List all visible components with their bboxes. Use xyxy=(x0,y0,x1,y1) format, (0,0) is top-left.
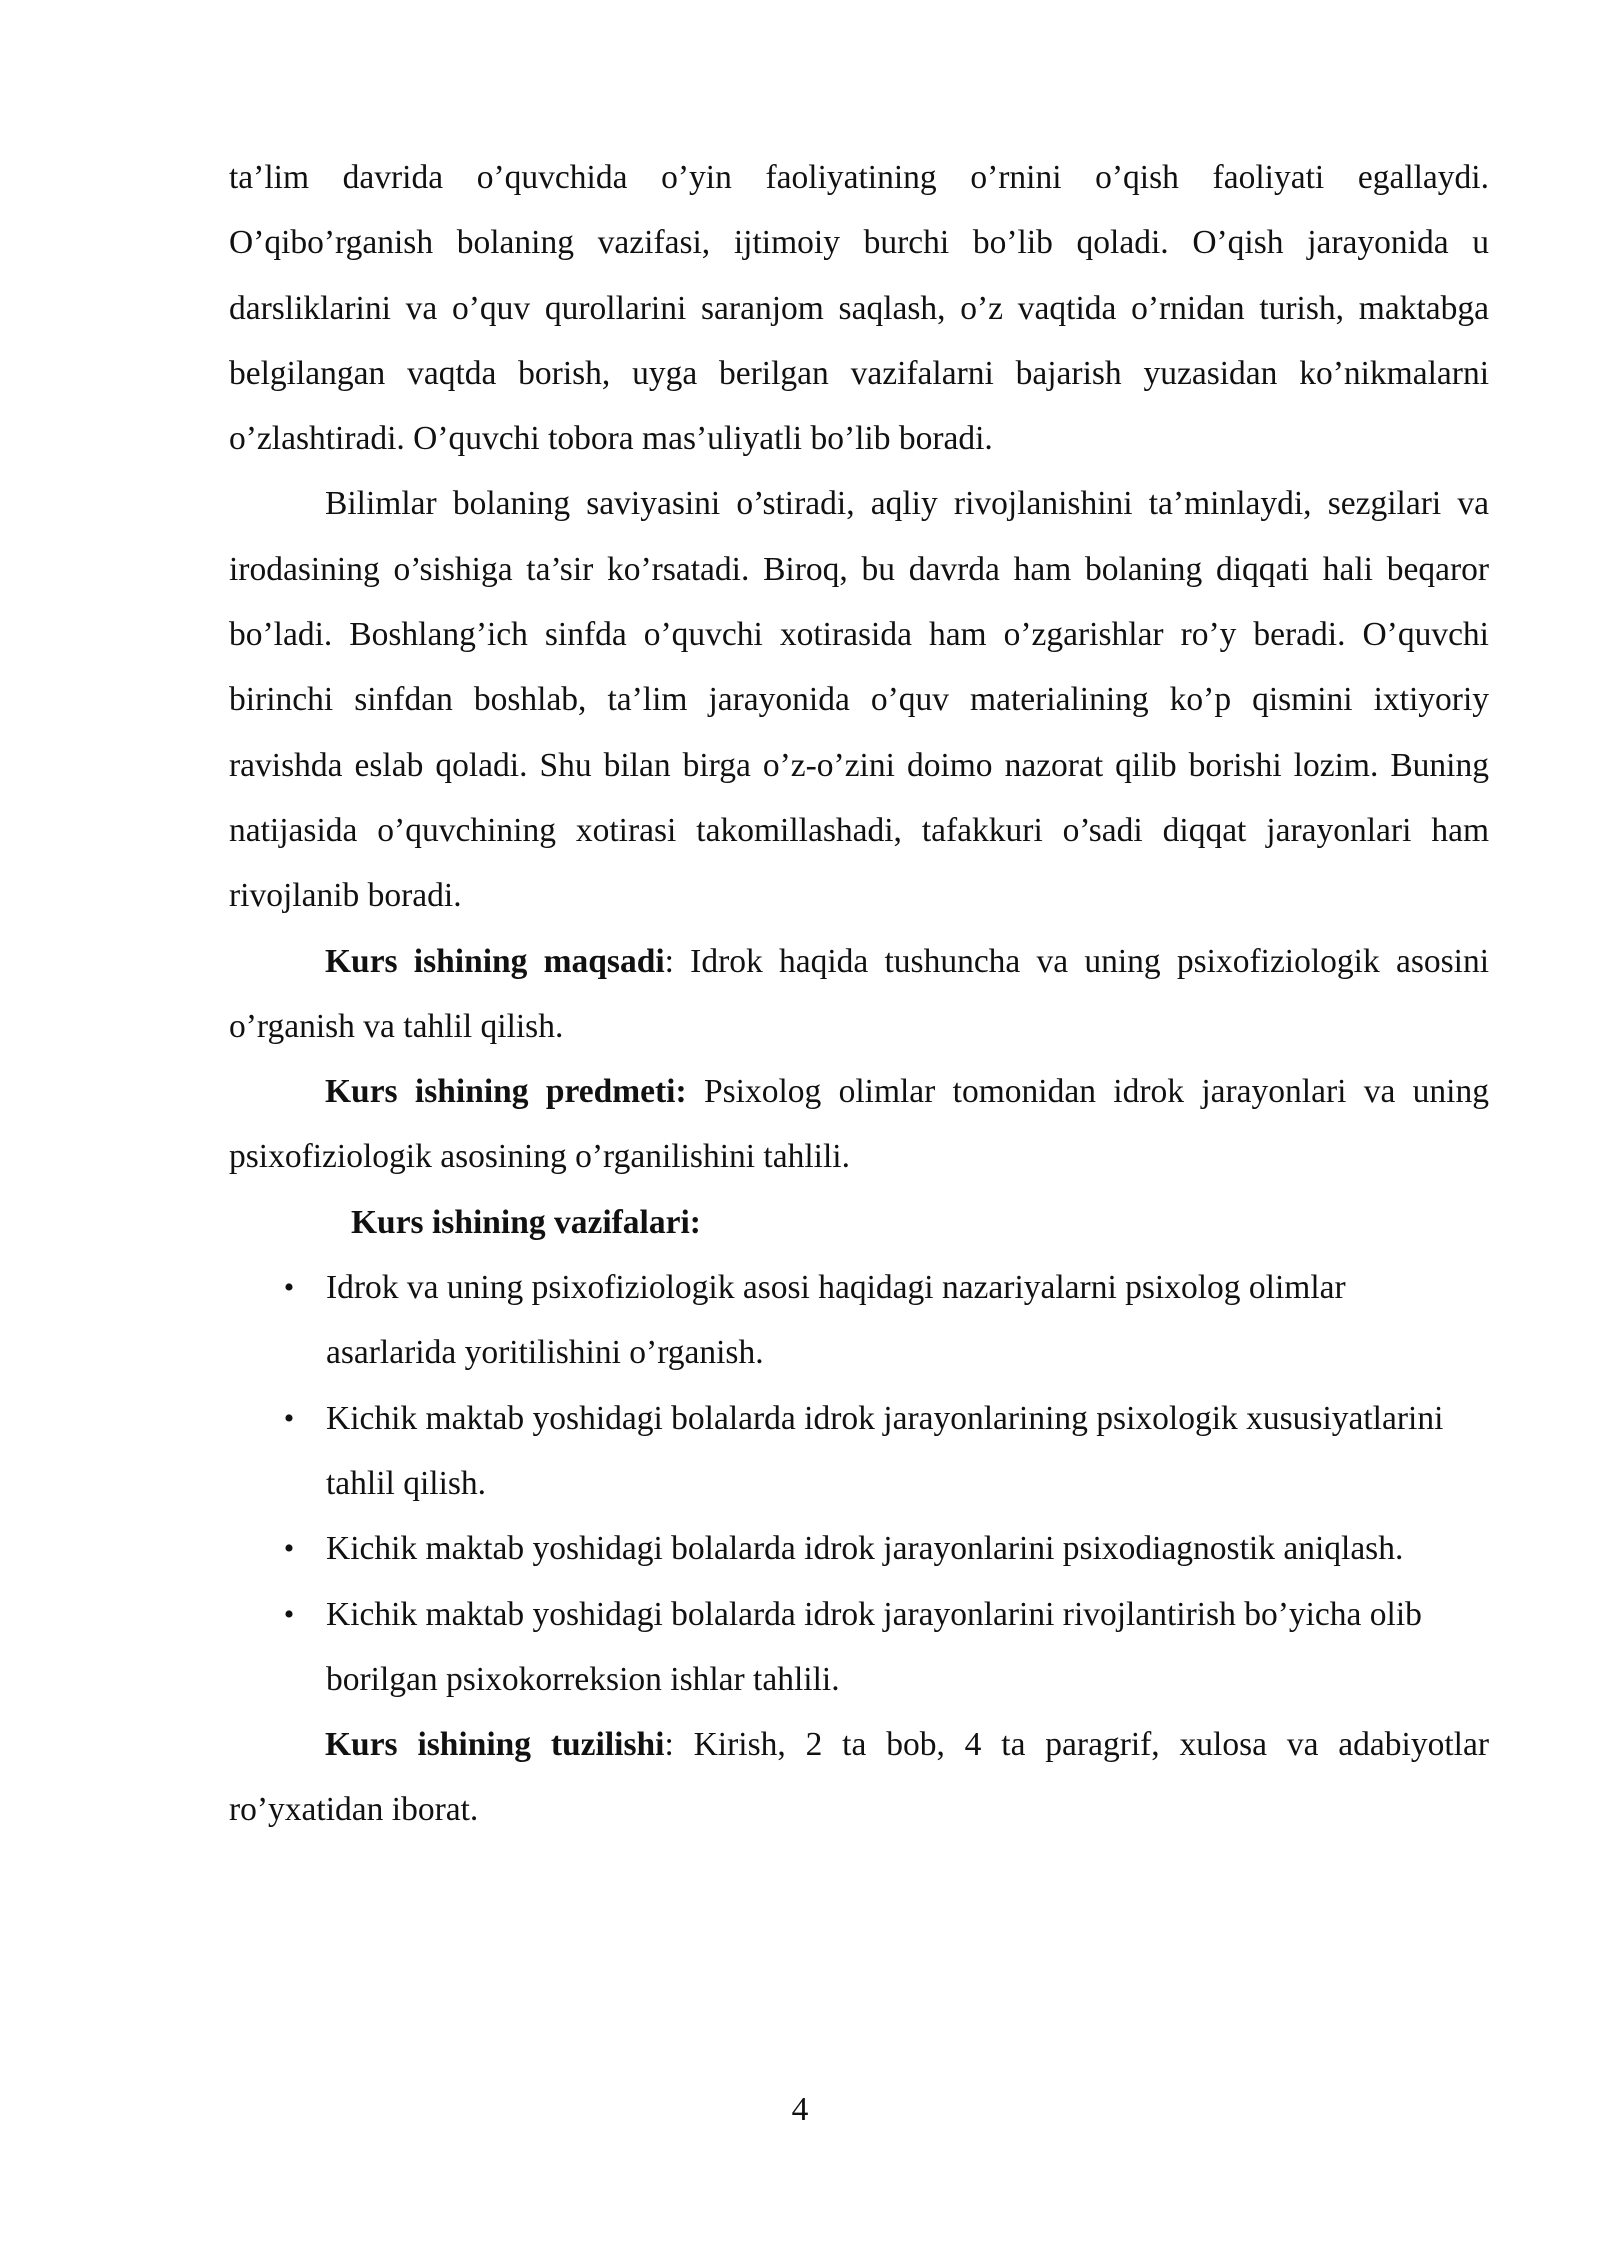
bullet-icon: • xyxy=(283,1401,295,1435)
subject-text: Psixolog olimlar tomonidan idrok jarayonlari va uning psixofiziologik asosining o’rganilishini tahlili. xyxy=(229,1073,1489,1176)
paragraph-goal xyxy=(229,929,1489,1060)
list-item xyxy=(229,1386,1489,1517)
goal-label: Kurs ishining maqsadi xyxy=(325,942,665,980)
list-item-text: Kichik maktab yoshidagi bolalarda idrok jarayonlarini psixodiagnostik aniqlash. xyxy=(326,1530,1404,1568)
bullet-icon: • xyxy=(283,1532,295,1566)
structure-label: Kurs ishining tuzilishi xyxy=(325,1726,665,1764)
paragraph-subject xyxy=(229,1059,1489,1190)
subject-label: Kurs ishining predmeti: xyxy=(325,1073,687,1111)
page-number: 4 xyxy=(791,2091,809,2128)
goal-text: : Idrok haqida tushuncha va uning psixofiziologik asosini o’rganish va tahlil qilish. xyxy=(229,942,1490,1045)
bullet-icon: • xyxy=(283,1271,295,1305)
list-item xyxy=(229,1516,1489,1581)
tasks-list xyxy=(229,1255,1489,1712)
list-item xyxy=(229,1255,1489,1386)
bullet-icon: • xyxy=(283,1597,295,1631)
list-item xyxy=(229,1582,1489,1713)
tasks-heading: Kurs ishining vazifalari: xyxy=(351,1203,701,1241)
list-item-text: Kichik maktab yoshidagi bolalarda idrok jarayonlarini rivojlantirish bo’yicha olib borilgan psixokorreksion ishlar tahlili. xyxy=(326,1595,1422,1698)
paragraph-structure xyxy=(229,1712,1489,1843)
document-page xyxy=(229,145,1489,1843)
list-item-text: Kichik maktab yoshidagi bolalarda idrok jarayonlarining psixologik xususiyatlarini tahlil qilish. xyxy=(326,1399,1444,1502)
paragraph-intro: ta’lim davrida o’quvchida o’yin faoliyatining o’rnini o’qish faoliyati egallaydi. O’qibo’rganish bolaning vazifasi, ijtimoiy burchi bo’lib qoladi. O’qish jarayonida u darsliklarini va o’quv qurollarini saranjom saqlash, o’z vaqtida o’rnidan turish, maktabga belgilangan vaqtda borish, uyga berilgan vazifalarni bajarish yuzasidan ko’nikmalarni o’zlashtiradi. O’quvchi tobora mas’uliyatli bo’lib boradi. xyxy=(229,159,1489,458)
structure-text: : Kirish, 2 ta bob, 4 ta paragrif, xulosa va adabiyotlar ro’yxatidan iborat. xyxy=(229,1726,1489,1829)
list-item-text: Idrok va uning psixofiziologik asosi haqidagi nazariyalarni psixolog olimlar asarlarida yoritilishini o’rganish. xyxy=(326,1269,1346,1372)
paragraph-knowledge: Bilimlar bolaning saviyasini o’stiradi, aqliy rivojlanishini ta’minlaydi, sezgilari va irodasining o’sishiga ta’sir ko’rsatadi. Biroq, bu davrda ham bolaning diqqati hali beqaror bo’ladi. Boshlang’ich sinfda o’quvchi xotirasida ham o’zgarishlar ro’y beradi. O’quvchi birinchi sinfdan boshlab, ta’lim jarayonida o’quv materialining ko’p qismini ixtiyoriy ravishda eslab qoladi. Shu bilan birga o’z-o’zini doimo nazorat qilib borishi lozim. Buning natijasida o’quvchining xotirasi takomillashadi, tafakkuri o’sadi diqqat jarayonlari ham rivojlanib boradi. xyxy=(229,485,1489,915)
